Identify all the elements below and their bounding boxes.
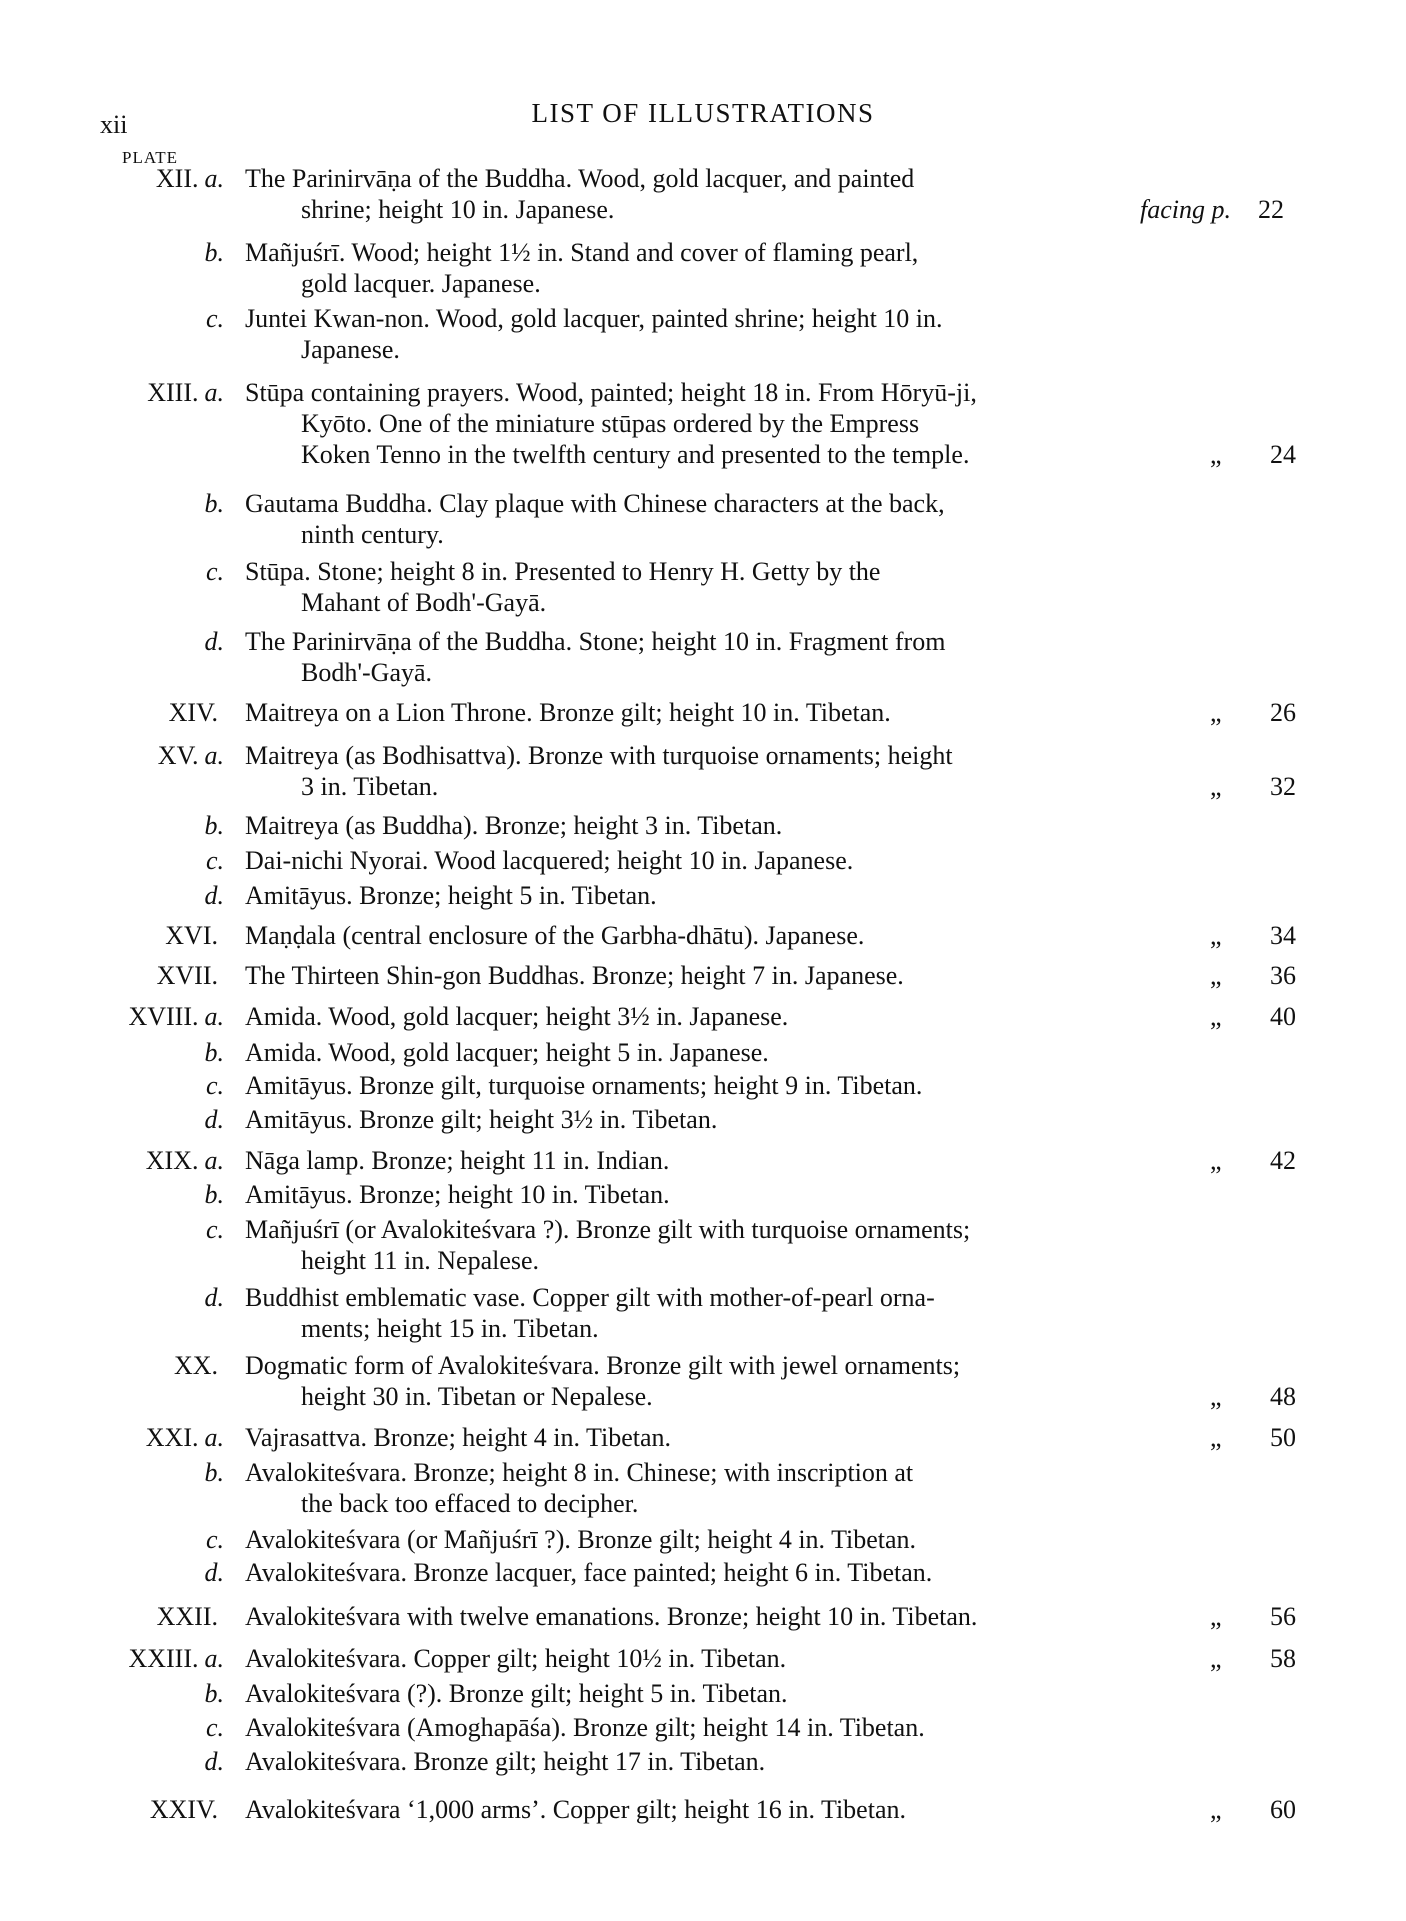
plate-number: [80, 1794, 224, 1825]
description-line: Amida. Wood, gold lacquer; height 5 in. Japanese.: [245, 1038, 769, 1067]
plate-sub-letter: b.: [204, 1038, 224, 1067]
ditto-mark: „: [1210, 1146, 1222, 1175]
description-line: Amitāyus. Bronze gilt; height 3½ in. Tibetan.: [245, 1105, 718, 1134]
description-line: Juntei Kwan-non. Wood, gold lacquer, painted shrine; height 10 in.: [245, 304, 943, 333]
ditto-mark: „: [1210, 440, 1222, 469]
plate-roman-numeral: XV.: [157, 741, 199, 770]
plate-roman-numeral: XXIV.: [149, 1795, 218, 1824]
ditto-mark: „: [1210, 921, 1222, 950]
page-number-ref: 50: [1270, 1423, 1296, 1452]
plate-roman-numeral: XIV.: [168, 698, 218, 727]
illustration-description: [245, 488, 1135, 550]
description-line: Avalokiteśvara (Amoghapāśa). Bronze gilt; height 14 in. Tibetan.: [245, 1713, 925, 1742]
plate-sub-letter: a.: [204, 741, 224, 770]
illustration-description: [245, 920, 1135, 951]
page-number-ref: 58: [1270, 1644, 1296, 1673]
plate-sub-letter: c.: [205, 304, 224, 333]
illustration-description: [245, 1145, 1135, 1176]
description-line: Dai-nichi Nyorai. Wood lacquered; height 10 in. Japanese.: [245, 846, 854, 875]
description-line: 3 in. Tibetan.: [301, 772, 439, 801]
plate-number: [80, 1712, 224, 1743]
description-line: Maitreya (as Bodhisattva). Bronze with turquoise ornaments; height: [245, 741, 953, 770]
description-line: Mañjuśrī (or Avalokiteśvara ?). Bronze gilt with turquoise ornaments;: [245, 1215, 971, 1244]
plate-sub-letter: b.: [204, 1679, 224, 1708]
plate-number: [80, 626, 224, 657]
description-line: Japanese.: [301, 335, 400, 364]
illustration-description: [245, 960, 1135, 991]
description-line: Koken Tenno in the twelfth century and presented to the temple.: [301, 440, 970, 469]
plate-number: [80, 845, 224, 876]
description-line: Buddhist emblematic vase. Copper gilt with mother-of-pearl orna-: [245, 1283, 935, 1312]
plate-number: [80, 1179, 224, 1210]
plate-roman-numeral: XIII.: [147, 378, 199, 407]
plate-roman-numeral: XX.: [173, 1351, 218, 1380]
page-number-ref: 40: [1270, 1002, 1296, 1031]
ditto-mark: „: [1210, 1602, 1222, 1631]
plate-number: [80, 1557, 224, 1588]
plate-number: [80, 810, 224, 841]
illustration-description: [245, 697, 1135, 728]
illustration-description: [245, 1282, 1135, 1344]
plate-number: [80, 740, 224, 771]
plate-sub-letter: d.: [204, 881, 224, 910]
illustration-description: [245, 626, 1135, 688]
plate-sub-letter: a.: [204, 1002, 224, 1031]
plate-number: [80, 1422, 224, 1453]
illustration-description: [245, 1457, 1135, 1519]
description-line: Avalokiteśvara. Bronze lacquer, face painted; height 6 in. Tibetan.: [245, 1558, 933, 1587]
description-line: the back too effaced to decipher.: [301, 1489, 639, 1518]
page-number-ref: 42: [1270, 1146, 1296, 1175]
page-number-ref: 32: [1270, 772, 1296, 801]
illustration-description: [245, 1104, 1135, 1135]
illustration-description: [245, 880, 1135, 911]
illustration-description: [245, 845, 1135, 876]
illustration-description: [245, 1794, 1135, 1825]
page-reference: [1140, 194, 1290, 225]
plate-sub-letter: c.: [205, 1215, 224, 1244]
description-line: Vajrasattva. Bronze; height 4 in. Tibetan.: [245, 1423, 672, 1452]
illustration-description: [245, 1746, 1135, 1777]
plate-roman-numeral: XIX.: [145, 1146, 199, 1175]
description-line: Avalokiteśvara. Copper gilt; height 10½ in. Tibetan.: [245, 1644, 787, 1673]
plate-number: [80, 1643, 224, 1674]
ditto-mark: „: [1210, 1002, 1222, 1031]
illustration-description: [245, 237, 1135, 299]
plate-number: [80, 960, 224, 991]
plate-sub-letter: b.: [204, 1458, 224, 1487]
description-line: ninth century.: [301, 520, 444, 549]
plate-sub-letter: b.: [204, 1180, 224, 1209]
page-number-ref: 22: [1258, 195, 1284, 224]
page-number-ref: 24: [1270, 440, 1296, 469]
plate-number: [80, 237, 224, 268]
plate-sub-letter: c.: [205, 846, 224, 875]
plate-column-label: PLATE: [122, 148, 178, 167]
plate-number: [80, 1678, 224, 1709]
plate-roman-numeral: XXI.: [145, 1423, 199, 1452]
description-line: The Parinirvāṇa of the Buddha. Wood, gold lacquer, and painted: [245, 164, 915, 193]
illustration-description: [245, 1678, 1135, 1709]
page-number-ref: 36: [1270, 961, 1296, 990]
description-line: Dogmatic form of Avalokiteśvara. Bronze gilt with jewel ornaments;: [245, 1351, 961, 1380]
plate-number: [80, 1070, 224, 1101]
plate-number: [80, 920, 224, 951]
page-number-ref: 48: [1270, 1382, 1296, 1411]
description-line: height 11 in. Nepalese.: [301, 1246, 540, 1275]
illustration-description: [245, 1070, 1135, 1101]
plate-sub-letter: b.: [204, 238, 224, 267]
illustration-description: [245, 303, 1135, 365]
ditto-mark: „: [1210, 961, 1222, 990]
illustration-description: [245, 810, 1135, 841]
description-line: gold lacquer. Japanese.: [301, 269, 541, 298]
plate-roman-numeral: XVI.: [165, 921, 218, 950]
description-line: Amitāyus. Bronze; height 10 in. Tibetan.: [245, 1180, 670, 1209]
ditto-mark: „: [1210, 772, 1222, 801]
plate-sub-letter: a.: [204, 378, 224, 407]
plate-sub-letter: c.: [205, 557, 224, 586]
description-line: The Parinirvāṇa of the Buddha. Stone; height 10 in. Fragment from: [245, 627, 946, 656]
plate-sub-letter: d.: [204, 1283, 224, 1312]
plate-number: [80, 1524, 224, 1555]
illustration-description: [245, 1350, 1135, 1412]
plate-number: [80, 1104, 224, 1135]
plate-number: [80, 1214, 224, 1245]
plate-sub-letter: c.: [205, 1713, 224, 1742]
illustration-description: [245, 1712, 1135, 1743]
ditto-mark: „: [1210, 1382, 1222, 1411]
plate-sub-letter: b.: [204, 811, 224, 840]
plate-number: [80, 163, 224, 194]
plate-number: [80, 556, 224, 587]
description-line: Maitreya (as Buddha). Bronze; height 3 in. Tibetan.: [245, 811, 783, 840]
plate-number: [80, 488, 224, 519]
plate-number: [80, 1746, 224, 1777]
plate-sub-letter: c.: [205, 1071, 224, 1100]
plate-roman-numeral: XXII.: [156, 1602, 218, 1631]
plate-number: [80, 1457, 224, 1488]
page-number-ref: 26: [1270, 698, 1296, 727]
illustration-description: [245, 740, 1135, 802]
page-number-ref: 56: [1270, 1602, 1296, 1631]
illustration-description: [245, 1524, 1135, 1555]
illustration-description: [245, 1001, 1135, 1032]
plate-sub-letter: d.: [204, 627, 224, 656]
description-line: Avalokiteśvara (or Mañjuśrī ?). Bronze gilt; height 4 in. Tibetan.: [245, 1525, 917, 1554]
description-line: Avalokiteśvara ‘1,000 arms’. Copper gilt; height 16 in. Tibetan.: [245, 1795, 906, 1824]
description-line: ments; height 15 in. Tibetan.: [301, 1314, 599, 1343]
plate-roman-numeral: XXIII.: [128, 1644, 199, 1673]
plate-sub-letter: d.: [204, 1558, 224, 1587]
illustration-description: [245, 1214, 1135, 1276]
page-number: xii: [100, 110, 128, 139]
ditto-mark: „: [1210, 1795, 1222, 1824]
description-line: Stūpa containing prayers. Wood, painted; height 18 in. From Hōryū-ji,: [245, 378, 977, 407]
plate-sub-letter: d.: [204, 1747, 224, 1776]
plate-sub-letter: b.: [204, 489, 224, 518]
page-number-ref: 34: [1270, 921, 1296, 950]
plate-sub-letter: a.: [204, 1146, 224, 1175]
description-line: Amitāyus. Bronze gilt, turquoise ornaments; height 9 in. Tibetan.: [245, 1071, 923, 1100]
plate-number: [80, 1145, 224, 1176]
plate-number: [80, 1350, 224, 1381]
illustration-description: [245, 377, 1135, 470]
description-line: shrine; height 10 in. Japanese.: [301, 195, 615, 224]
plate-number: [80, 880, 224, 911]
description-line: Mañjuśrī. Wood; height 1½ in. Stand and cover of flaming pearl,: [245, 238, 919, 267]
description-line: Mahant of Bodh'-Gayā.: [301, 588, 547, 617]
illustration-description: [245, 1037, 1135, 1068]
illustration-description: [245, 1643, 1135, 1674]
description-line: height 30 in. Tibetan or Nepalese.: [301, 1382, 653, 1411]
illustration-description: [245, 1557, 1135, 1588]
plate-sub-letter: c.: [205, 1525, 224, 1554]
illustration-description: [245, 1422, 1135, 1453]
plate-number: [80, 1037, 224, 1068]
plate-number: [80, 377, 224, 408]
illustration-description: [245, 1179, 1135, 1210]
description-line: Avalokiteśvara. Bronze; height 8 in. Chinese; with inscription at: [245, 1458, 914, 1487]
plate-number: [80, 697, 224, 728]
page-title: LIST OF ILLUSTRATIONS: [531, 98, 875, 128]
ditto-mark: „: [1210, 1423, 1222, 1452]
plate-number: [80, 1601, 224, 1632]
description-line: Nāga lamp. Bronze; height 11 in. Indian.: [245, 1146, 670, 1175]
facing-page-label: facing p.: [1140, 195, 1231, 224]
page-number-ref: 60: [1270, 1795, 1296, 1824]
description-line: Kyōto. One of the miniature stūpas ordered by the Empress: [301, 409, 920, 438]
description-line: Maitreya on a Lion Throne. Bronze gilt; height 10 in. Tibetan.: [245, 698, 891, 727]
plate-sub-letter: d.: [204, 1105, 224, 1134]
description-line: Maṇḍala (central enclosure of the Garbha-dhātu). Japanese.: [245, 921, 865, 950]
plate-roman-numeral: XVII.: [156, 961, 218, 990]
ditto-mark: „: [1210, 1644, 1222, 1673]
description-line: Avalokiteśvara with twelve emanations. Bronze; height 10 in. Tibetan.: [245, 1602, 978, 1631]
description-line: Stūpa. Stone; height 8 in. Presented to Henry H. Getty by the: [245, 557, 881, 586]
plate-sub-letter: a.: [204, 1423, 224, 1452]
illustration-description: [245, 163, 1135, 225]
plate-number: [80, 1282, 224, 1313]
description-line: Amida. Wood, gold lacquer; height 3½ in. Japanese.: [245, 1002, 789, 1031]
description-line: Amitāyus. Bronze; height 5 in. Tibetan.: [245, 881, 657, 910]
plate-sub-letter: a.: [204, 164, 224, 193]
description-line: Gautama Buddha. Clay plaque with Chinese characters at the back,: [245, 489, 945, 518]
description-line: Avalokiteśvara. Bronze gilt; height 17 in. Tibetan.: [245, 1747, 766, 1776]
plate-roman-numeral: XII.: [155, 164, 199, 193]
illustration-description: [245, 1601, 1135, 1632]
illustration-description: [245, 556, 1135, 618]
plate-number: [80, 1001, 224, 1032]
plate-sub-letter: a.: [204, 1644, 224, 1673]
description-line: The Thirteen Shin-gon Buddhas. Bronze; height 7 in. Japanese.: [245, 961, 904, 990]
ditto-mark: „: [1210, 698, 1222, 727]
plate-number: [80, 303, 224, 334]
plate-roman-numeral: XVIII.: [128, 1002, 199, 1031]
description-line: Bodh'-Gayā.: [301, 658, 433, 687]
description-line: Avalokiteśvara (?). Bronze gilt; height 5 in. Tibetan.: [245, 1679, 788, 1708]
